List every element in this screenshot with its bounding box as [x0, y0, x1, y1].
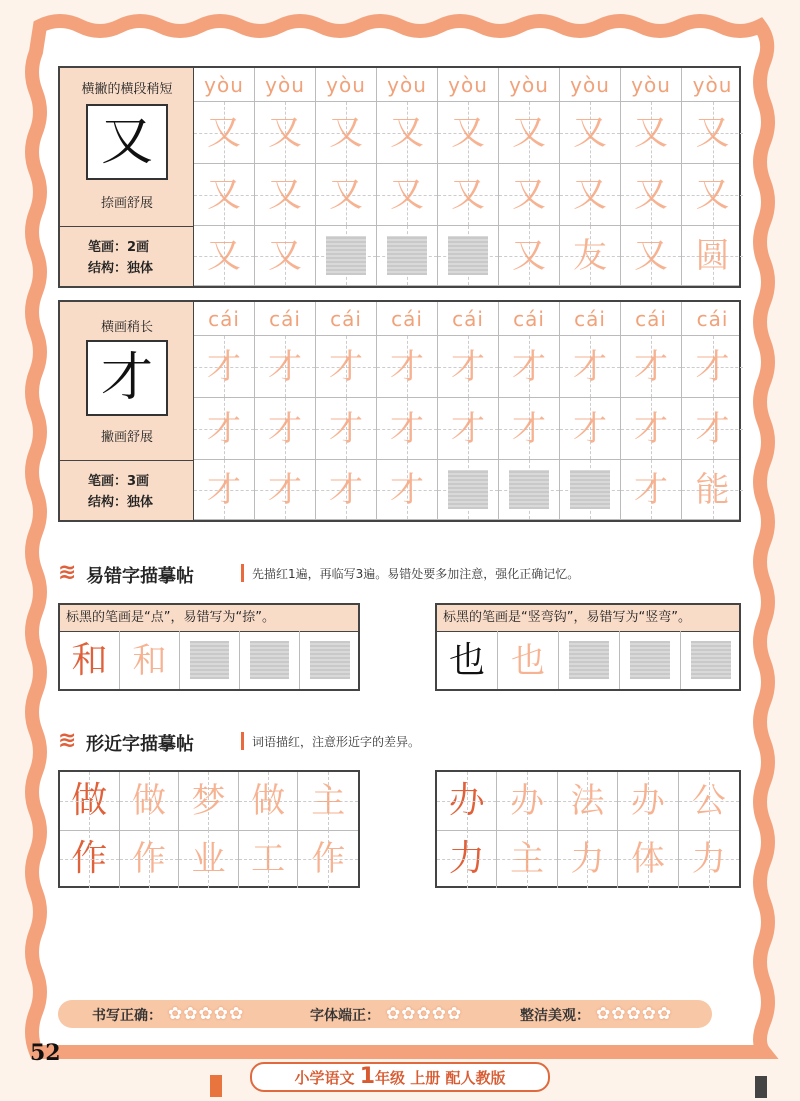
writing-cell[interactable] [438, 102, 499, 163]
writing-cell[interactable] [438, 398, 499, 459]
trace-cell[interactable] [120, 772, 180, 830]
blank-placeholder [691, 641, 731, 679]
writing-cell[interactable] [682, 226, 743, 285]
main-character: 力 [448, 838, 485, 879]
writing-cell[interactable] [499, 102, 560, 163]
trace-cell[interactable] [179, 772, 239, 830]
pinyin-cell [438, 302, 499, 335]
blank-placeholder [570, 470, 610, 509]
trace-character: 又 [512, 236, 546, 276]
main-char-cell [437, 631, 498, 689]
pinyin-text: yòu [692, 73, 733, 97]
section-title: 形近字描摹帖 [86, 734, 194, 755]
writing-cell[interactable] [560, 398, 621, 459]
trace-character: 又 [268, 175, 302, 215]
blank-placeholder [509, 470, 549, 509]
rating-stars-upright[interactable]: ✿✿✿✿✿ [386, 1004, 463, 1024]
blank-cell[interactable] [681, 631, 741, 689]
trace-character: 又 [573, 113, 607, 153]
writing-cell[interactable] [316, 398, 377, 459]
blank-cell[interactable] [620, 631, 681, 689]
blank-cell[interactable] [559, 631, 620, 689]
trace-character: 工 [251, 839, 286, 879]
footer-grade: 年级 [375, 1069, 406, 1087]
writing-cell[interactable] [499, 398, 560, 459]
blank-placeholder [630, 641, 670, 679]
section-divider [241, 564, 244, 582]
writing-cell[interactable] [621, 164, 682, 225]
stroke-hint-top: 横撇的横段稍短 [81, 82, 173, 97]
pinyin-text: cái [208, 307, 240, 331]
trace-character: 才 [207, 409, 241, 449]
trace-character: 才 [634, 347, 668, 387]
section-similar-header [58, 728, 738, 758]
trace-character: 又 [268, 113, 302, 153]
trace-character: 和 [132, 641, 167, 681]
character-block-cai [58, 300, 741, 522]
trace-character: 圆 [695, 236, 730, 276]
blank-placeholder [448, 236, 488, 275]
trace-character: 又 [695, 113, 730, 153]
stroke-hint-bottom: 撇画舒展 [100, 430, 153, 445]
trace-cell[interactable] [558, 772, 618, 830]
trace-character: 又 [512, 175, 546, 215]
easy-wrong-panel-he [58, 603, 360, 691]
trace-character: 作 [311, 839, 346, 879]
main-char-cell [60, 772, 120, 830]
stroke-count: 笔画：3画 [88, 474, 150, 489]
writing-cell[interactable] [255, 164, 316, 225]
blank-cell[interactable] [240, 631, 300, 689]
pinyin-text: cái [452, 307, 484, 331]
structure-type: 结构：独体 [88, 261, 154, 276]
writing-cell[interactable] [499, 164, 560, 225]
practice-row [194, 226, 739, 286]
trace-character: 才 [573, 347, 607, 387]
pinyin-cell [255, 302, 316, 335]
trace-character: 又 [634, 113, 668, 153]
similar-panel-right [435, 770, 741, 888]
trace-character: 才 [695, 347, 730, 387]
blank-placeholder [448, 470, 488, 509]
writing-cell[interactable] [316, 164, 377, 225]
trace-character: 才 [207, 347, 241, 387]
similar-row [437, 772, 739, 831]
trace-character: 又 [512, 113, 546, 153]
trace-character: 能 [695, 470, 730, 510]
trace-character: 友 [573, 236, 607, 276]
trace-cell[interactable] [239, 772, 299, 830]
pinyin-cell [560, 68, 621, 101]
writing-cell[interactable] [438, 336, 499, 397]
writing-cell[interactable] [560, 226, 621, 285]
pinyin-text: cái [330, 307, 362, 331]
trace-cell[interactable] [497, 830, 557, 888]
trace-character: 又 [451, 175, 485, 215]
trace-cell[interactable] [679, 830, 739, 888]
writing-cell[interactable] [255, 226, 316, 285]
main-character: 办 [448, 780, 485, 821]
footer-grade-number: 1 [359, 1064, 376, 1089]
block-info-panel [60, 302, 194, 520]
pinyin-cell [682, 68, 743, 101]
writing-cell[interactable] [499, 226, 560, 285]
pinyin-text: yòu [448, 73, 488, 97]
pinyin-cell [682, 302, 743, 335]
trace-cell [498, 631, 559, 689]
main-char-cell [437, 830, 497, 888]
pinyin-cell [316, 302, 377, 335]
writing-cell[interactable] [316, 336, 377, 397]
blank-placeholder [190, 641, 229, 679]
trace-character: 才 [390, 470, 424, 510]
pinyin-cell [499, 68, 560, 101]
trace-character: 才 [512, 347, 546, 387]
similar-row [437, 830, 739, 888]
trace-character: 作 [131, 839, 166, 879]
writing-cell[interactable] [194, 398, 255, 459]
trace-character: 才 [451, 409, 485, 449]
pinyin-text: yòu [631, 73, 671, 97]
trace-character: 才 [329, 409, 363, 449]
trace-character: 体 [630, 839, 665, 879]
pinyin-cell [377, 302, 438, 335]
rating-label-upright: 字体端正： [310, 1008, 380, 1024]
writing-cell[interactable] [560, 102, 621, 163]
main-character: 做 [71, 780, 108, 821]
block-info-panel [60, 68, 194, 286]
panel-caption: 标黑的笔画是“竖弯钩”，易错写为“竖弯”。 [437, 605, 739, 632]
trace-character: 公 [691, 781, 726, 821]
trace-cell[interactable] [679, 772, 739, 830]
writing-cell[interactable] [316, 102, 377, 163]
panel-cells [60, 631, 358, 689]
trace-character: 做 [131, 781, 166, 821]
trace-character: 办 [630, 781, 665, 821]
pinyin-text: yòu [509, 73, 549, 97]
trace-cell[interactable] [298, 772, 358, 830]
writing-cell[interactable] [682, 398, 743, 459]
blank-placeholder [310, 641, 350, 679]
blank-cell[interactable] [300, 631, 360, 689]
stroke-info [60, 226, 194, 288]
trace-character: 又 [451, 113, 485, 153]
pinyin-cell [194, 302, 255, 335]
writing-cell[interactable] [499, 460, 560, 519]
pinyin-text: yòu [326, 73, 366, 97]
section-note: 词语描红，注意形近字的差异。 [252, 735, 421, 749]
trace-cell[interactable] [497, 772, 557, 830]
footer-tab-right [755, 1076, 767, 1098]
writing-cell[interactable] [255, 102, 316, 163]
trace-cell[interactable] [120, 830, 180, 888]
main-character: 作 [71, 838, 108, 879]
trace-character: 才 [634, 470, 668, 510]
pinyin-text: yòu [387, 73, 427, 97]
practice-grid [194, 302, 739, 520]
writing-cell[interactable] [499, 336, 560, 397]
blank-placeholder [250, 641, 289, 679]
main-char-cell [437, 772, 497, 830]
pinyin-cell [194, 68, 255, 101]
trace-character: 业 [191, 839, 226, 879]
pinyin-cell [377, 68, 438, 101]
section-title: 易错字描摹帖 [86, 566, 194, 587]
writing-cell[interactable] [621, 460, 682, 519]
pinyin-text: cái [635, 307, 667, 331]
trace-character: 又 [268, 236, 302, 276]
pinyin-text: cái [513, 307, 545, 331]
trace-character: 又 [695, 175, 730, 215]
writing-cell[interactable] [560, 460, 621, 519]
trace-cell[interactable] [558, 830, 618, 888]
stroke-hint-bottom: 捺画舒展 [100, 196, 153, 211]
pinyin-text: yòu [570, 73, 610, 97]
trace-cell[interactable] [618, 772, 678, 830]
trace-character: 才 [390, 409, 424, 449]
easy-wrong-panel-ye [435, 603, 741, 691]
trace-character: 又 [634, 175, 668, 215]
trace-cell[interactable] [618, 830, 678, 888]
wave-icon: ≋ [58, 560, 77, 585]
writing-cell[interactable] [621, 336, 682, 397]
blank-cell[interactable] [180, 631, 240, 689]
main-char-cell [60, 631, 120, 689]
trace-character: 主 [311, 781, 346, 821]
stroke-hint-top: 横画稍长 [100, 320, 153, 335]
character-block-you [58, 66, 741, 288]
blank-placeholder [387, 236, 427, 275]
trace-character: 又 [329, 175, 363, 215]
section-note: 先描红1遍，再临写3遍。易错处要多加注意，强化正确记忆。 [252, 567, 580, 581]
footer-volume: 上册 [410, 1069, 441, 1087]
writing-cell[interactable] [316, 460, 377, 519]
rating-stars-neat[interactable]: ✿✿✿✿✿ [596, 1004, 673, 1024]
writing-cell[interactable] [255, 460, 316, 519]
writing-cell[interactable] [682, 460, 743, 519]
trace-character: 又 [390, 113, 424, 153]
trace-row [194, 398, 739, 460]
writing-cell[interactable] [377, 164, 438, 225]
model-character: 又 [86, 104, 168, 180]
trace-character: 才 [329, 347, 363, 387]
trace-character: 梦 [191, 781, 226, 821]
writing-cell[interactable] [438, 460, 499, 519]
trace-character: 才 [268, 347, 302, 387]
writing-cell[interactable] [377, 102, 438, 163]
trace-character: 又 [573, 175, 607, 215]
trace-character: 主 [510, 839, 545, 879]
writing-cell[interactable] [377, 398, 438, 459]
rating-label-neat: 整洁美观： [520, 1008, 590, 1024]
pinyin-text: cái [696, 307, 729, 331]
footer-subject: 小学语文 [294, 1069, 355, 1087]
similar-row [60, 772, 358, 831]
trace-character: 力 [570, 839, 605, 879]
writing-cell[interactable] [377, 226, 438, 285]
trace-character: 又 [329, 113, 363, 153]
main-char-cell [60, 830, 120, 888]
writing-cell[interactable] [438, 226, 499, 285]
writing-cell[interactable] [377, 460, 438, 519]
pinyin-cell [255, 68, 316, 101]
rating-bar [58, 1000, 712, 1028]
writing-cell[interactable] [194, 164, 255, 225]
practice-grid [194, 68, 739, 286]
panel-caption: 标黑的笔画是“点”，易错写为“捺”。 [60, 605, 358, 632]
writing-cell[interactable] [621, 226, 682, 285]
pinyin-cell [560, 302, 621, 335]
trace-character: 才 [512, 409, 546, 449]
footer-book-label [250, 1062, 550, 1092]
similar-row [60, 830, 358, 888]
writing-cell[interactable] [194, 102, 255, 163]
writing-cell[interactable] [682, 164, 743, 225]
structure-type: 结构：独体 [88, 495, 154, 510]
pinyin-cell [316, 68, 377, 101]
pinyin-cell [499, 302, 560, 335]
pinyin-text: yòu [204, 73, 244, 97]
panel-cells [437, 631, 739, 689]
pinyin-row [194, 302, 739, 336]
page-number: 52 [30, 1040, 61, 1066]
main-character: 也 [448, 640, 485, 681]
section-easy-wrong-header [58, 560, 738, 590]
pinyin-cell [621, 68, 682, 101]
trace-character: 又 [207, 175, 241, 215]
rating-stars-correct[interactable]: ✿✿✿✿✿ [168, 1004, 245, 1024]
trace-row [194, 164, 739, 226]
pinyin-text: yòu [265, 73, 305, 97]
writing-cell[interactable] [194, 226, 255, 285]
writing-cell[interactable] [194, 460, 255, 519]
pinyin-text: cái [574, 307, 606, 331]
trace-character: 才 [207, 470, 241, 510]
writing-cell[interactable] [560, 164, 621, 225]
main-character: 和 [71, 640, 108, 681]
trace-character: 又 [207, 113, 241, 153]
practice-row [194, 460, 739, 520]
trace-cell[interactable] [298, 830, 358, 888]
blank-placeholder [569, 641, 609, 679]
rating-label-correct: 书写正确： [92, 1008, 162, 1024]
trace-character: 又 [634, 236, 668, 276]
trace-character: 才 [634, 409, 668, 449]
pinyin-cell [621, 302, 682, 335]
trace-character: 才 [329, 470, 363, 510]
section-divider [241, 732, 244, 750]
footer-tab-left [210, 1075, 222, 1097]
stroke-count: 笔画：2画 [88, 240, 150, 255]
blank-placeholder [326, 236, 366, 275]
trace-character: 才 [390, 347, 424, 387]
writing-cell[interactable] [316, 226, 377, 285]
trace-character: 又 [207, 236, 241, 276]
trace-character: 才 [451, 347, 485, 387]
trace-row [194, 102, 739, 164]
trace-character: 才 [268, 409, 302, 449]
trace-row [194, 336, 739, 398]
stroke-info [60, 460, 194, 522]
pinyin-cell [438, 68, 499, 101]
trace-cell[interactable] [239, 830, 299, 888]
writing-cell[interactable] [621, 102, 682, 163]
trace-character: 又 [390, 175, 424, 215]
writing-cell[interactable] [682, 102, 743, 163]
model-character: 才 [86, 340, 168, 416]
pinyin-row [194, 68, 739, 102]
trace-cell [120, 631, 180, 689]
trace-character: 力 [691, 839, 726, 879]
similar-panel-left [58, 770, 360, 888]
writing-cell[interactable] [682, 336, 743, 397]
trace-character: 才 [695, 409, 730, 449]
writing-cell[interactable] [621, 398, 682, 459]
trace-character: 也 [511, 641, 545, 681]
trace-character: 办 [510, 781, 545, 821]
trace-character: 才 [268, 470, 302, 510]
writing-cell[interactable] [255, 398, 316, 459]
writing-cell[interactable] [194, 336, 255, 397]
trace-cell[interactable] [179, 830, 239, 888]
writing-cell[interactable] [255, 336, 316, 397]
footer-edition: 配人教版 [445, 1069, 506, 1087]
trace-character: 才 [573, 409, 607, 449]
trace-character: 做 [251, 781, 286, 821]
writing-cell[interactable] [377, 336, 438, 397]
pinyin-text: cái [391, 307, 423, 331]
wave-icon: ≋ [58, 728, 77, 753]
writing-cell[interactable] [438, 164, 499, 225]
writing-cell[interactable] [560, 336, 621, 397]
trace-character: 法 [570, 781, 605, 821]
pinyin-text: cái [269, 307, 301, 331]
